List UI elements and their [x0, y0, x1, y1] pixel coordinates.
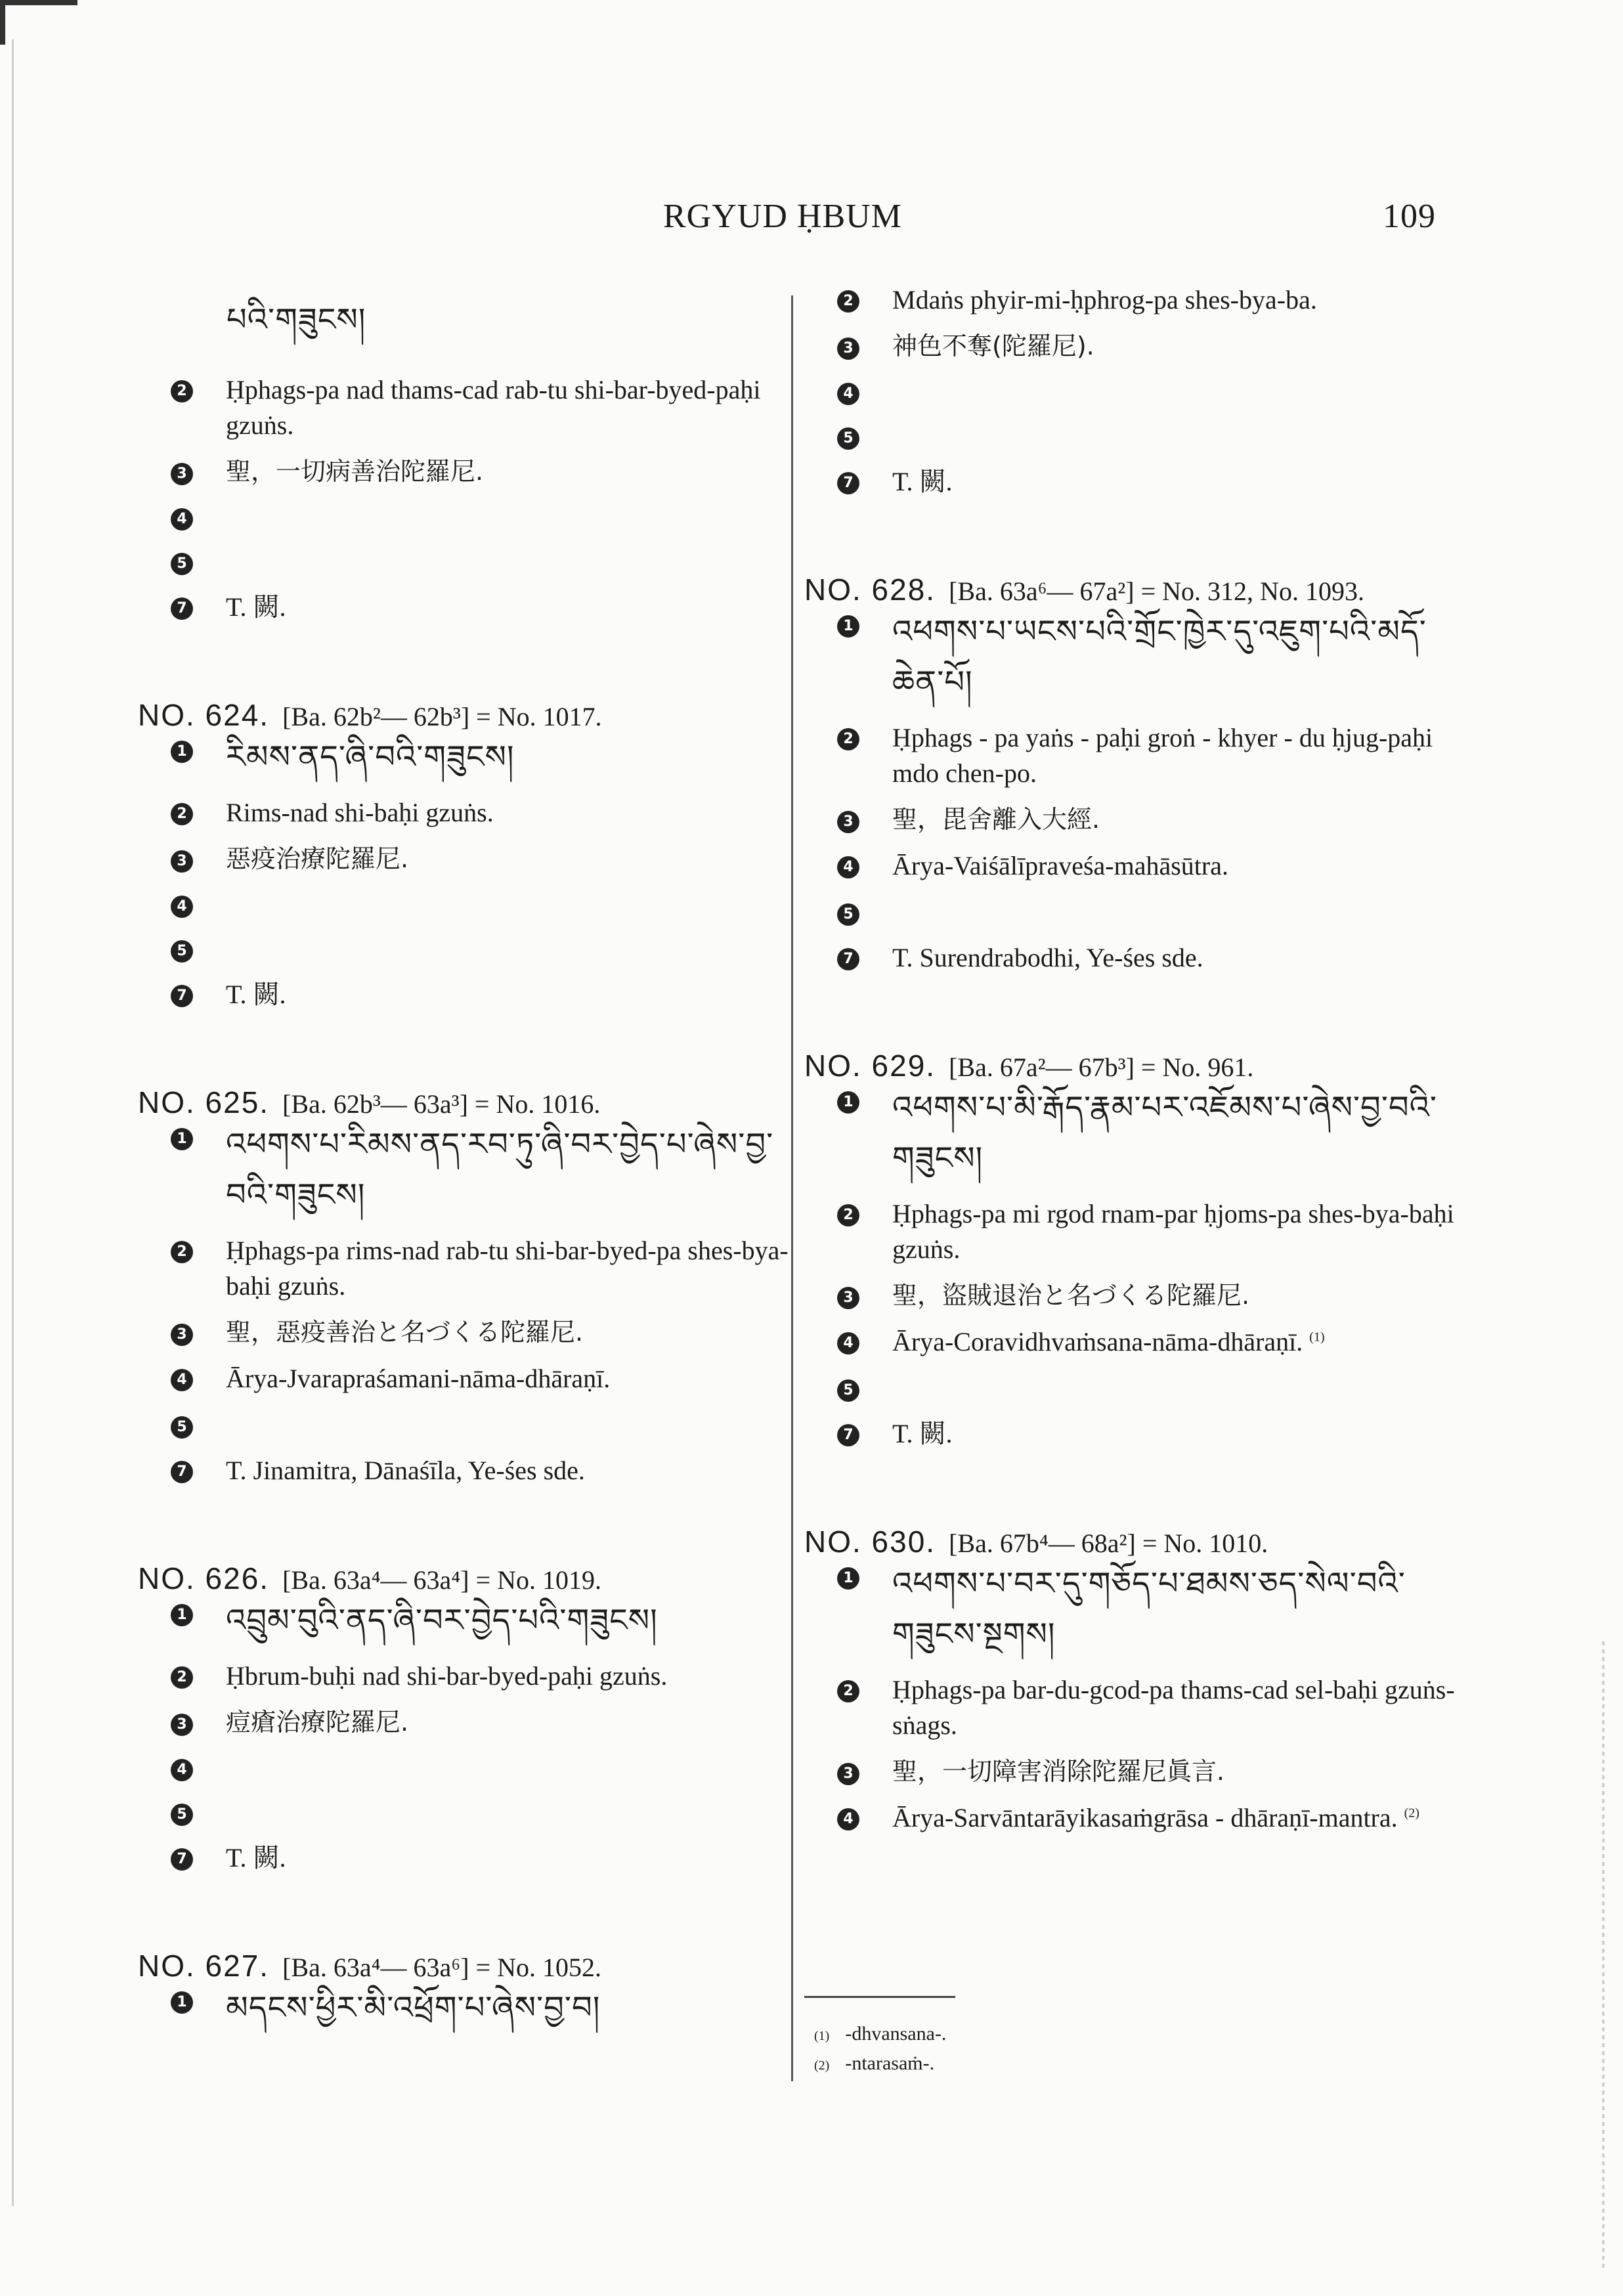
- roman-title: Mdaṅs phyir-mi-ḥphrog-pa shes-bya-ba.: [892, 285, 1317, 314]
- marker-5: 5: [171, 940, 193, 963]
- entry-continued-623: [138, 372, 794, 625]
- entry-reference: [Ba. 63a⁴— 63a⁴] = No. 1019.: [282, 1565, 602, 1595]
- page-number: 109: [1383, 198, 1436, 235]
- entry-number: NO. 627.: [138, 1949, 270, 1983]
- entry-reference: [Ba. 63a⁶— 67a²] = No. 312, No. 1093.: [949, 576, 1364, 607]
- translator: T. 闕.: [226, 592, 286, 622]
- chinese-title: 聖，一切障害消除陀羅尼眞言.: [892, 1756, 1225, 1786]
- entry-624: [138, 697, 794, 1012]
- right-column: [804, 282, 1467, 1908]
- marker-4: 4: [171, 508, 193, 531]
- entry-627: [138, 1948, 794, 2034]
- entry-629: [804, 1048, 1467, 1452]
- entry-626: [138, 1561, 794, 1876]
- entry-continued-627: [804, 282, 1467, 500]
- footnote-text: -dhvansana-.: [845, 2023, 947, 2045]
- marker-2: 2: [171, 380, 193, 402]
- translator: T. Surendrabodhi, Ye-śes sde.: [892, 943, 1203, 973]
- footnote-ref-2: (2): [1404, 1806, 1419, 1821]
- chinese-title: 痘瘡治療陀羅尼.: [226, 1707, 409, 1737]
- scan-left-edge: [12, 39, 14, 2206]
- roman-title: Ḥphags-pa mi rgod rnam-par ḥjoms-pa shes-bya-baḥi gzuṅs.: [892, 1198, 1454, 1264]
- marker-7: 7: [837, 472, 859, 494]
- entry-number: NO. 624.: [138, 698, 270, 733]
- marker-3: 3: [837, 337, 859, 360]
- marker-7: 7: [837, 948, 859, 970]
- marker-3: 3: [837, 1287, 859, 1309]
- running-title: RGYUD ḤBUM: [663, 198, 902, 235]
- footnotes: [814, 2019, 946, 2078]
- marker-5: 5: [171, 1416, 193, 1439]
- marker-4: 4: [837, 1808, 859, 1830]
- chinese-title: 神色不奪(陀羅尼).: [892, 332, 1094, 360]
- scan-corner-mark: [0, 0, 77, 45]
- tibetan-title: འཕགས་པ་མི་རྒོད་རྣམ་པར་འཇོམས་པ་ཞེས་བྱ་བའི་གཟུངས།: [892, 1091, 1437, 1176]
- footnote-number: (1): [814, 2029, 830, 2043]
- marker-1: 1: [837, 1091, 859, 1114]
- chinese-title: 聖，毘舍離入大經.: [892, 804, 1100, 834]
- marker-4: 4: [837, 383, 859, 405]
- marker-7: 7: [837, 1424, 859, 1446]
- marker-4: 4: [837, 856, 859, 878]
- entry-628: [804, 572, 1467, 976]
- translator: T. Jinamitra, Dānaśīla, Ye-śes sde.: [226, 1456, 585, 1486]
- marker-3: 3: [171, 850, 193, 873]
- roman-title: Ḥphags-pa bar-du-gcod-pa thams-cad sel-baḥi gzuṅs-sṅags.: [892, 1674, 1455, 1740]
- entry-number: NO. 628.: [804, 573, 936, 607]
- marker-7: 7: [171, 1461, 193, 1483]
- entry-reference: [Ba. 63a⁴— 63a⁶] = No. 1052.: [282, 1953, 602, 1983]
- marker-3: 3: [171, 1714, 193, 1736]
- entry-number: NO. 630.: [804, 1525, 936, 1559]
- footnote-2: [814, 2048, 946, 2078]
- marker-4: 4: [837, 1332, 859, 1354]
- footnote-text: -ntarasaṁ-.: [845, 2052, 935, 2074]
- marker-5: 5: [171, 553, 193, 575]
- marker-2: 2: [837, 728, 859, 750]
- entry-630: [804, 1524, 1467, 1836]
- marker-2: 2: [171, 1241, 193, 1263]
- marker-2: 2: [837, 1680, 859, 1702]
- tibetan-title: འཕགས་པ་ཡངས་པའི་གྲོང་ཁྱེར་དུ་འཇུག་པའི་མདོ་ཆེན་པོ།: [892, 615, 1427, 701]
- marker-1: 1: [837, 1567, 859, 1590]
- footnote-rule: [804, 1996, 955, 1998]
- chinese-title: 聖，惡疫善治と名づくる陀羅尼.: [226, 1317, 584, 1347]
- roman-title: Ḥbrum-buḥi nad shi-bar-byed-paḥi gzuṅs.: [226, 1660, 668, 1691]
- marker-4: 4: [171, 1369, 193, 1391]
- entry-reference: [Ba. 67b⁴— 68a²] = No. 1010.: [949, 1528, 1268, 1559]
- roman-title: Rims-nad shi-baḥi gzuṅs.: [226, 797, 494, 827]
- entry-625: [138, 1085, 794, 1488]
- roman-title: Ḥphags-pa nad thams-cad rab-tu shi-bar-byed-paḥi gzuṅs.: [226, 374, 761, 440]
- entry-number: NO. 629.: [804, 1049, 936, 1083]
- translator: T. 闕.: [226, 1843, 286, 1873]
- tibetan-title: རིམས་ནད་ཞི་བའི་གཟུངས།: [226, 740, 515, 775]
- marker-3: 3: [171, 463, 193, 485]
- tibetan-title: འཕགས་པ་རིམས་ནད་རབ་ཏུ་ཞི་བར་བྱེད་པ་ཞེས་བྱ་བའི་གཟུངས།: [226, 1127, 774, 1213]
- sanskrit-text: Ārya-Coravidhvaṁsana-nāma-dhāraṇī.: [892, 1327, 1303, 1357]
- marker-5: 5: [837, 1379, 859, 1402]
- marker-7: 7: [171, 1848, 193, 1871]
- marker-3: 3: [171, 1324, 193, 1346]
- translator: T. 闕.: [226, 980, 286, 1010]
- marker-7: 7: [171, 985, 193, 1007]
- sanskrit-title: [892, 1324, 1467, 1360]
- marker-1: 1: [171, 1128, 193, 1150]
- sanskrit-title: Ārya-Vaiśālīpraveśa-mahāsūtra.: [892, 851, 1228, 881]
- tibetan-title: མདངས་ཕྱིར་མི་འཕྲོག་པ་ཞེས་བྱ་བ།: [226, 1991, 601, 2026]
- marker-1: 1: [171, 1604, 193, 1626]
- marker-4: 4: [171, 1759, 193, 1781]
- marker-5: 5: [837, 427, 859, 450]
- tibetan-title: འབྲུམ་བུའི་ནད་ཞི་བར་བྱེད་པའི་གཟུངས།: [226, 1603, 658, 1639]
- left-column: [138, 282, 794, 2106]
- scan-right-edge: [1602, 1641, 1605, 2272]
- footnote-1: [814, 2019, 946, 2048]
- translator: T. 闕.: [892, 467, 953, 497]
- marker-3: 3: [837, 811, 859, 833]
- marker-1: 1: [837, 615, 859, 638]
- marker-2: 2: [171, 1666, 193, 1689]
- marker-3: 3: [837, 1763, 859, 1785]
- chinese-title: 聖，一切病善治陀羅尼.: [226, 456, 484, 486]
- chinese-title: 惡疫治療陀羅尼.: [226, 844, 409, 873]
- entry-reference: [Ba. 62b³— 63a³] = No. 1016.: [282, 1089, 601, 1119]
- roman-title: Ḥphags-pa rims-nad rab-tu shi-bar-byed-pa shes-bya-baḥi gzuṅs.: [226, 1235, 789, 1301]
- roman-title: Ḥphags - pa yaṅs - paḥi groṅ - khyer - du ḥjug-paḥi mdo chen-po.: [892, 722, 1433, 788]
- sanskrit-title: Ārya-Jvarapraśamani-nāma-dhāraṇī.: [226, 1364, 611, 1394]
- sanskrit-title: [892, 1800, 1467, 1836]
- entry-number: NO. 625.: [138, 1085, 270, 1120]
- sanskrit-text: Ārya-Sarvāntarāyikasaṁgrāsa - dhāraṇī-mantra.: [892, 1802, 1398, 1832]
- translator: T. 闕.: [892, 1419, 953, 1449]
- footnote-ref-1: (1): [1309, 1330, 1325, 1345]
- marker-7: 7: [171, 597, 193, 620]
- entry-reference: [Ba. 67a²— 67b³] = No. 961.: [949, 1052, 1254, 1083]
- marker-5: 5: [837, 903, 859, 926]
- marker-2: 2: [837, 290, 859, 313]
- marker-4: 4: [171, 896, 193, 918]
- chinese-title: 聖，盜賊退治と名づくる陀羅尼.: [892, 1280, 1250, 1310]
- entry-number: NO. 626.: [138, 1561, 270, 1596]
- marker-1: 1: [171, 1991, 193, 2014]
- marker-1: 1: [171, 741, 193, 763]
- tibetan-title: འཕགས་པ་བར་དུ་གཅོད་པ་ཐམས་ཅད་སེལ་བའི་གཟུངས་སྔགས།: [892, 1567, 1406, 1652]
- marker-2: 2: [171, 803, 193, 825]
- marker-2: 2: [837, 1204, 859, 1226]
- continued-tibetan: པའི་གཟུངས།: [227, 303, 366, 337]
- entry-reference: [Ba. 62b²— 62b³] = No. 1017.: [282, 702, 602, 732]
- footnote-number: (2): [814, 2058, 830, 2073]
- marker-5: 5: [171, 1804, 193, 1826]
